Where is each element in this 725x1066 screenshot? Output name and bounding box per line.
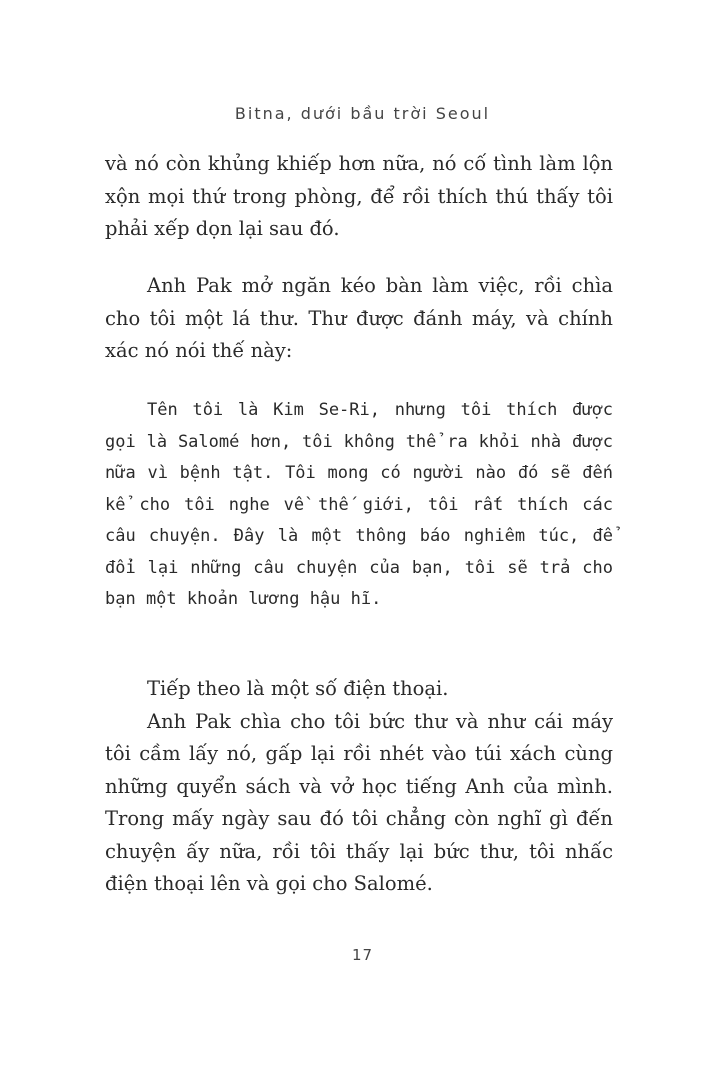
paragraph-4-text: Anh Pak chìa cho tôi bức thư và như cái máy tôi cầm lấy nó, gấp lại rồi nhét vào túi xách cùng những quyển sách và vở học tiếng Anh của mình. Trong mấy ngày sau đó tôi chẳng còn nghĩ gì đến chuyện ấy nữa, rồi tôi thấy lại bức thư, tôi nhấc điện thoại lên và gọi cho Salomé.	[105, 709, 613, 895]
page-number: 17	[351, 946, 374, 964]
typed-letter-quote: Tên tôi là Kim Se-Ri, nhưng tôi thích được gọi là Salomé hơn, tôi không thể ra khỏi nhà được nữa vì bệnh tật. Tôi mong có người nào đó sẽ đến kể cho tôi nghe về thế giới, tôi rất thích các câu chuyện. Đây là một thông báo nghiêm túc, để đổi lại những câu chuyện của bạn, tôi sẽ trả cho bạn một khoản lương hậu hĩ.	[105, 400, 613, 609]
paragraph-1	[105, 148, 613, 246]
paragraph-2-text: Anh Pak mở ngăn kéo bàn làm việc, rồi chìa cho tôi một lá thư. Thư được đánh máy, và chính xác nó nói thế này:	[105, 274, 613, 362]
running-header: Bitna, dưới bầu trời Seoul	[234, 104, 491, 123]
paragraph-3-text: Tiếp theo là một số điện thoại.	[147, 677, 449, 700]
paragraph-group-final	[105, 673, 613, 901]
paragraph-2	[105, 270, 613, 368]
paragraph-1-text: và nó còn khủng khiếp hơn nữa, nó cố tình làm lộn xộn mọi thứ trong phòng, để rồi thích thú thấy tôi phải xếp dọn lại sau đó.	[105, 152, 613, 240]
